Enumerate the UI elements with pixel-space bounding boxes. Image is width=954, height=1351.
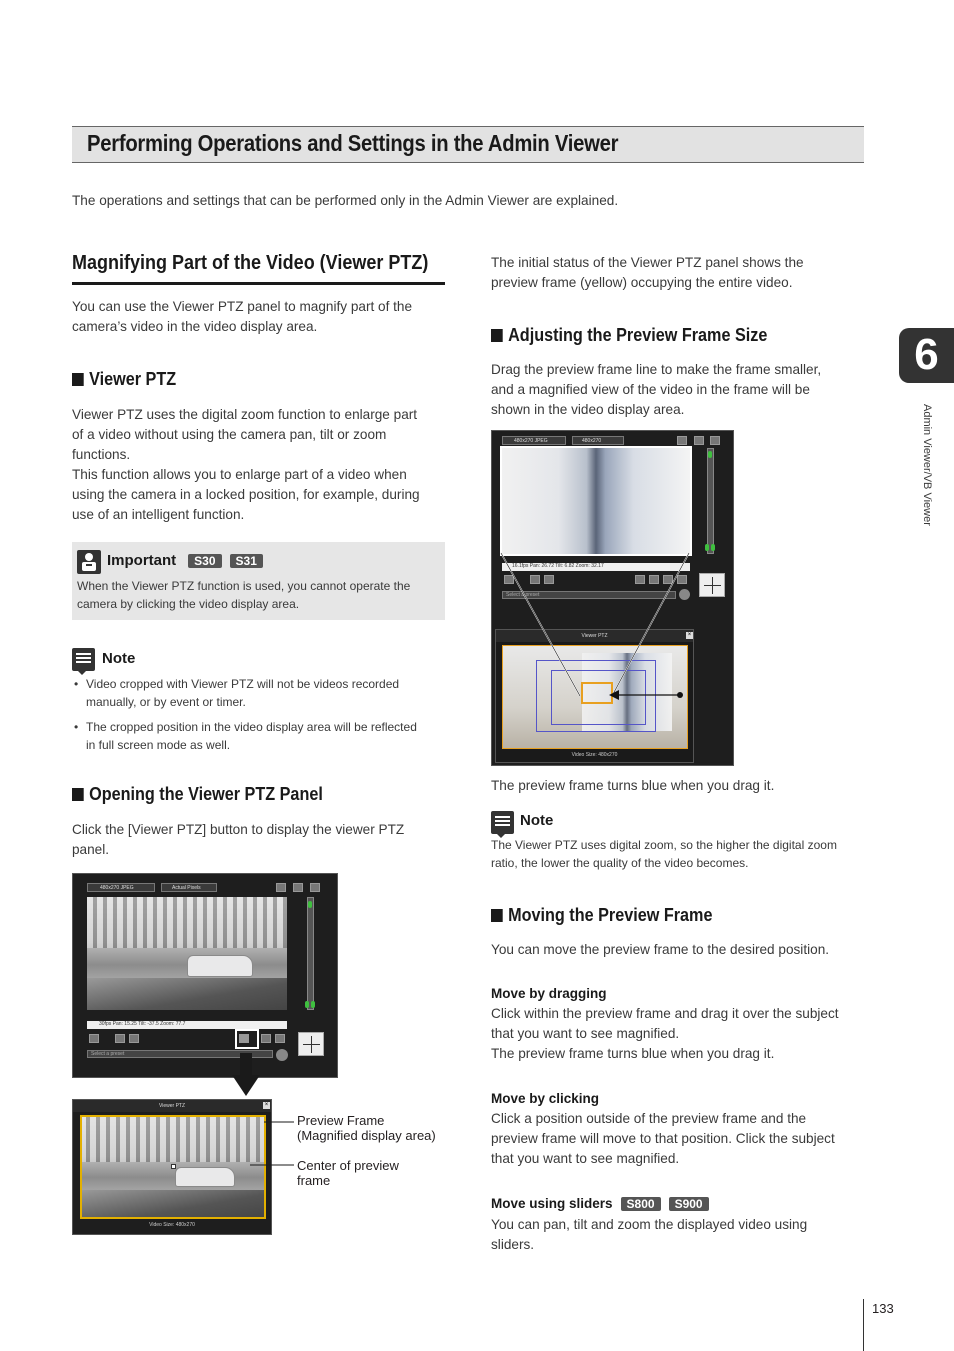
zoom-indicator-icon: [311, 1001, 315, 1008]
admin-viewer-screenshot: [72, 873, 338, 1078]
model-badge: S30: [188, 554, 221, 568]
chapter-tab: 6: [899, 328, 954, 383]
video-size-label: Video Size: 480x270: [571, 752, 618, 758]
moving-heading: Moving the Preview Frame: [491, 905, 712, 926]
note-icon: [491, 811, 514, 834]
down-arrow-icon: [232, 1053, 260, 1097]
important-icon: [77, 550, 101, 574]
page-title: Performing Operations and Settings in the Admin Viewer: [87, 130, 619, 156]
video-display: [87, 897, 287, 1010]
panel-title: Viewer PTZ: [73, 1100, 271, 1112]
zoom-indicator-icon: [305, 1001, 309, 1008]
section-intro: You can use the Viewer PTZ panel to magnify part of the camera’s video in the video display area.: [72, 299, 413, 334]
initial-status-text: The initial status of the Viewer PTZ panel shows the preview frame (yellow) occupying the entire video.: [491, 255, 804, 290]
go-icon: [276, 1049, 288, 1061]
square-bullet-icon: [72, 373, 84, 386]
video-format-select: 480x270 JPEG: [502, 436, 566, 445]
note-icon: [72, 648, 95, 671]
center-marker: [171, 1164, 176, 1169]
close-icon: ×: [687, 632, 692, 638]
important-label: Important S30 S31: [107, 552, 263, 569]
callout-preview-frame: Preview Frame (Magnified display area): [297, 1113, 436, 1143]
opening-text: Click the [Viewer PTZ] button to display the viewer PTZ panel.: [72, 822, 405, 857]
intro-text: The operations and settings that can be performed only in the Admin Viewer are explained.: [72, 193, 619, 208]
record-icon: [115, 1034, 125, 1043]
move-using-sliders-text: You can pan, tilt and zoom the displayed video using sliders.: [491, 1217, 808, 1252]
video-size-label: Video Size: 480x270: [149, 1222, 195, 1228]
viewer-ptz-heading: Viewer PTZ: [72, 369, 176, 390]
model-badge: S31: [230, 554, 263, 568]
move-by-dragging-title: Move by dragging: [491, 986, 607, 1001]
display-size-select: 480x270: [572, 436, 624, 445]
swap-icon: [293, 883, 303, 892]
opening-heading: Opening the Viewer PTZ Panel: [72, 784, 323, 805]
important-text: When the Viewer PTZ function is used, you cannot operate the camera by clicking the video display area.: [77, 579, 411, 611]
chapter-side-label: Admin Viewer/VB Viewer: [921, 404, 933, 526]
move-by-clicking-title: Move by clicking: [491, 1091, 600, 1106]
close-icon: ×: [264, 1102, 269, 1108]
model-badge: S900: [669, 1197, 709, 1211]
move-by-dragging-text: Click within the preview frame and drag it over the subject that you want to see magnified. The preview frame turns blue when you drag it.: [491, 1006, 839, 1061]
video-format-select: 480x270 JPEG: [87, 883, 155, 892]
square-bullet-icon: [72, 788, 84, 801]
note-bullet: • The cropped position in the video display area will be reflected in full screen mode as well.: [72, 718, 417, 754]
moving-intro: You can move the preview frame to the desired position.: [491, 942, 830, 957]
status-bar: 16.1fps Pan: 26.72 Tilt: 6.82 Zoom: 32.17: [502, 563, 690, 571]
viewer-ptz-panel-screenshot: [72, 1099, 272, 1235]
status-bar: 30fps Pan: 15.25 Tilt: -37.5 Zoom: 77.7: [87, 1021, 287, 1029]
pan-tilt-crosshair-icon: [298, 1032, 324, 1056]
preset-select: Select a preset: [87, 1050, 273, 1058]
callout-center: Center of preview frame: [297, 1158, 399, 1188]
move-by-clicking-text: Click a position outside of the preview frame and the preview frame will move to that position. Click the subject that you want to see magnified.: [491, 1111, 835, 1166]
note-label: Note: [520, 812, 554, 829]
section-title: Magnifying Part of the Video (Viewer PTZ): [72, 252, 429, 274]
zoom-connector-lines: [491, 430, 734, 766]
zoom-indicator-icon: [308, 901, 312, 908]
fullscreen-icon: [276, 883, 286, 892]
panel-icon: [275, 1034, 285, 1043]
model-badge: S800: [621, 1197, 661, 1211]
square-bullet-icon: [491, 329, 503, 342]
preview-caption: The preview frame turns blue when you drag it.: [491, 778, 775, 793]
note-text: The Viewer PTZ uses digital zoom, so the higher the digital zoom ratio, the lower the quality of the video becomes.: [491, 838, 837, 870]
snapshot-icon: [89, 1034, 99, 1043]
note-label: Note: [102, 650, 136, 667]
callout-lines: [250, 1110, 300, 1180]
car: [187, 955, 253, 977]
adjusting-heading: Adjusting the Preview Frame Size: [491, 325, 767, 346]
zoom-slider: [307, 897, 314, 1010]
viewer-ptz-text: Viewer PTZ uses the digital zoom function to enlarge part of a video without using the camera pan, tilt or zoom functions. This function allows you to enlarge part of a video when using the camera in a locked position, for example, during use of an intelligent function.: [72, 407, 420, 522]
adjusting-text: Drag the preview frame line to make the frame smaller, and a magnified view of the video in the frame will be shown in the video display area.: [491, 362, 822, 417]
sound-icon: [129, 1034, 139, 1043]
important-box: [72, 542, 445, 620]
section-title-rule: [72, 282, 445, 285]
move-using-sliders-title: Move using sliders S800 S900: [491, 1196, 709, 1211]
square-bullet-icon: [491, 909, 503, 922]
preset-select: Select a preset: [502, 591, 676, 599]
display-size-select: Actual Pixels: [161, 883, 217, 892]
page-number: 133: [872, 1301, 894, 1316]
panel-icon: [261, 1034, 271, 1043]
viewer-ptz-button-highlight: [235, 1029, 259, 1049]
page-title-bar: [72, 126, 864, 163]
settings-icon: [310, 883, 320, 892]
note-bullet: • Video cropped with Viewer PTZ will not be videos recorded manually, or by event or timer.: [72, 675, 399, 711]
page-number-rule: [863, 1299, 864, 1351]
panel-title: Viewer PTZ: [496, 630, 693, 642]
